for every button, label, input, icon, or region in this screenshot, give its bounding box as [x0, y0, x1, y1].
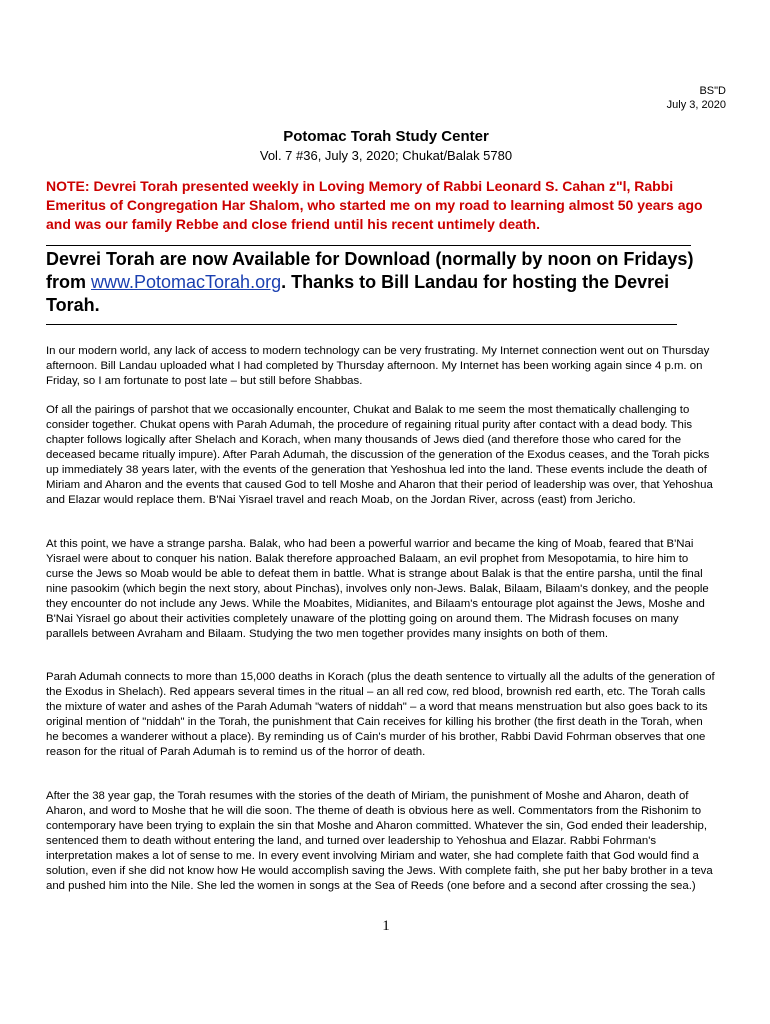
- paragraph-4: Parah Adumah connects to more than 15,000 deaths in Korach (plus the death sentence to virtually all the adults of the generation of the Exodus in Shelach). Red appears several times in the ritual – an all red cow, red blood, brownish red earth, etc. The Torah calls the mixture of water and ashes of the Parah Adumah "waters of niddah" – a word that means menstruation but also goes back to its original mention of "niddah" in the Torah, the punishment that Cain receives for killing his brother (the first death in the Torah, when he becomes a wanderer without a place). By reminding us of Cain's murder of his brother, Rabbi David Fohrman observes that one reason for the ritual of Parah Adumah is to remind us of the horror of death.: [46, 671, 715, 758]
- page-number: 1: [382, 918, 390, 934]
- paragraph-2: Of all the pairings of parshot that we occasionally encounter, Chukat and Balak to me seem the most thematically challenging to consider together. Chukat opens with Parah Adumah, the procedure of regaining ritual purity after contact with a dead body. This chapter follows logically after Shelach and Korach, when many thousands of Jews died (and therefore those who cared for the deceased became ritually impure). After Parah Adumah, the discussion of the generation of the Exodus ceases, and the Torah picks up immediately 38 years later, with the events of the generation that Yeshoshua led into the land. These events include the death of Miriam and Aharon and the events that caused God to tell Moshe and Aharon that their period of leadership was over, that Yehoshua and Elazar would replace them. B'Nai Yisrael travel and reach Moab, on the Jordan River, across (east) from Jericho.: [46, 404, 713, 506]
- header-bsd: BS"D: [699, 85, 726, 97]
- document-subtitle: Vol. 7 #36, July 3, 2020; Chukat/Balak 5780: [259, 148, 513, 163]
- document-title: Potomac Torah Study Center: [283, 128, 489, 145]
- divider-rule-bottom: [46, 324, 677, 325]
- download-banner: [46, 248, 726, 317]
- divider-rule-top: [46, 245, 691, 246]
- banner-text-after: . Thanks to Bill Landau for hosting the Devrei Torah.: [46, 272, 670, 315]
- header-date: July 3, 2020: [666, 99, 726, 111]
- paragraph-5: After the 38 year gap, the Torah resumes with the stories of the death of Miriam, the punishment of Moshe and Aharon, death of Aharon, and word to Moshe that he will die soon. The theme of death is obvious here as well. Commentators from the Rishonim to contemporary have been trying to explain the sin that Moshe and Aharon committed. Whatever the sin, God ended their leadership, sentenced them to death without entering the land, and turned over leadership to Yehoshua and Elazar. Rabbi Fohrman's interpretation makes a lot of sense to me. In every event involving Miriam and water, she had complete faith that God would find a solution, even if she did not know how He would accomplish saving the Jews. With complete faith, she put her baby brother in a teva and pushed him into the Nile. She led the women in songs at the Sea of Reeds (one before and a second after crossing the sea.): [46, 790, 713, 892]
- potomac-torah-link[interactable]: www.PotomacTorah.org: [91, 272, 282, 292]
- memorial-note: NOTE: Devrei Torah presented weekly in Loving Memory of Rabbi Leonard S. Cahan z"l, Rabbi Emeritus of Congregation Har Shalom, who started me on my road to learning almost 50 years ago and was our family Rebbe and close friend until his recent untimely death.: [46, 178, 703, 232]
- banner-text-before: Devrei Torah are now Available for Download (normally by noon on Fridays) from: [46, 249, 694, 292]
- paragraph-1: In our modern world, any lack of access to modern technology can be very frustrating. My Internet connection went out on Thursday afternoon. Bill Landau uploaded what I had completed by Thursday afternoon. My Internet has been working again since 4 p.m. on Friday, so I am fortunate to post late – but still before Shabbas.: [46, 345, 710, 387]
- paragraph-3: At this point, we have a strange parsha. Balak, who had been a powerful warrior and became the king of Moab, feared that B'Nai Yisrael were about to conquer his nation. Balak therefore approached Balaam, an evil prophet from Mesopotamia, to hire him to curse the Jews so Moab would be able to defeat them in battle. What is strange about Balak is that the entire parsha, until the final nine pasookim (which begin the next story, about Pinchas), involves only non-Jews. Balak, Bilaam, Bilaam's donkey, and the people they encounter do not include any Jews. While the Moabites, Midianites, and Bilaam's entourage plot against the Jews, Moshe and B'Nai Yisrael go about their activities completely unaware of the plotting going on around them. The Midrash focuses on many parallels between Avraham and Bilaam. Studying the two men together provides many insights on both of them.: [46, 538, 709, 640]
